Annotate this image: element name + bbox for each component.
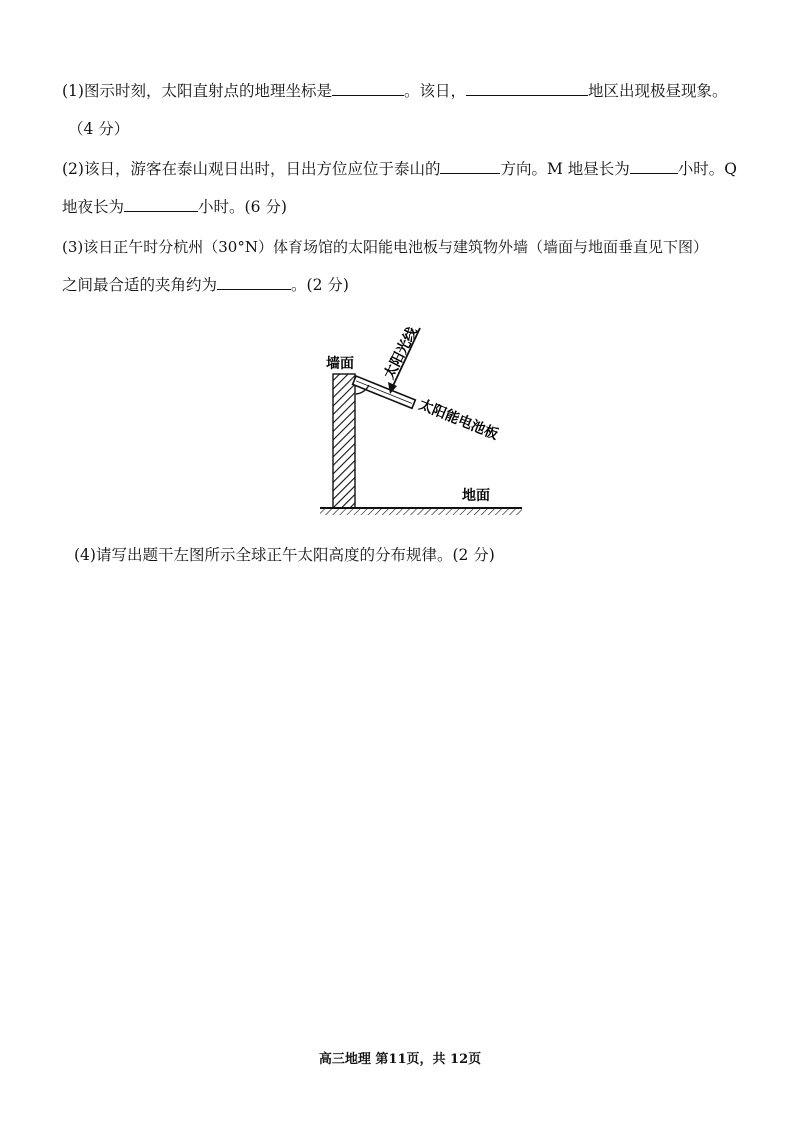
- ground-label: 地面: [462, 488, 490, 504]
- q2-text-a: (2)该日，游客在泰山观日出时，日出方位应位于泰山的: [62, 160, 441, 178]
- question-2-line-2: [62, 196, 287, 218]
- question-1-line-1: [62, 80, 728, 102]
- answer-blank-q2-q-nightlength[interactable]: [124, 197, 198, 212]
- wall: [333, 374, 355, 508]
- q1-text-a: (1)图示时刻，太阳直射点的地理坐标是: [62, 82, 332, 100]
- q1-text-c: 地区出现极昼现象。: [587, 82, 728, 100]
- ground-hatching: [320, 509, 522, 515]
- q2-text-e: 小时。(6 分): [198, 198, 287, 216]
- q2-text-d: 地夜长为: [62, 198, 125, 216]
- question-3-line-2: [62, 274, 349, 296]
- answer-blank-q1-region[interactable]: [466, 81, 588, 96]
- answer-blank-q2-m-daylength[interactable]: [630, 159, 678, 174]
- sunlight-label: 太阳光线: [381, 324, 421, 382]
- solar-panel-diagram: [320, 308, 540, 530]
- q1-text-b: 。该日，: [403, 82, 466, 100]
- q2-text-b: 方向。M 地昼长为: [500, 160, 630, 178]
- question-3-line-1: (3)该日正午时分杭州（30°N）体育场馆的太阳能电池板与建筑物外墙（墙面与地面垂直见下图）: [62, 238, 708, 256]
- answer-blank-q3-angle[interactable]: [217, 275, 291, 290]
- question-4: (4)请写出题干左图所示全球正午太阳高度的分布规律。(2 分): [74, 546, 495, 564]
- q3-text-b: 。(2 分): [291, 276, 349, 294]
- panel-label: 太阳能电池板: [416, 396, 501, 444]
- page-footer: 高三地理 第11页，共 12页: [318, 1052, 482, 1067]
- answer-blank-q1-coordinates[interactable]: [332, 81, 404, 96]
- q2-text-c: 小时。Q: [677, 160, 737, 178]
- wall-label: 墙面: [326, 356, 354, 372]
- q3-text-a: 之间最合适的夹角约为: [62, 276, 218, 294]
- question-2-line-1: [62, 158, 737, 180]
- question-1-score: （4 分）: [68, 120, 130, 138]
- answer-blank-q2-direction[interactable]: [440, 159, 500, 174]
